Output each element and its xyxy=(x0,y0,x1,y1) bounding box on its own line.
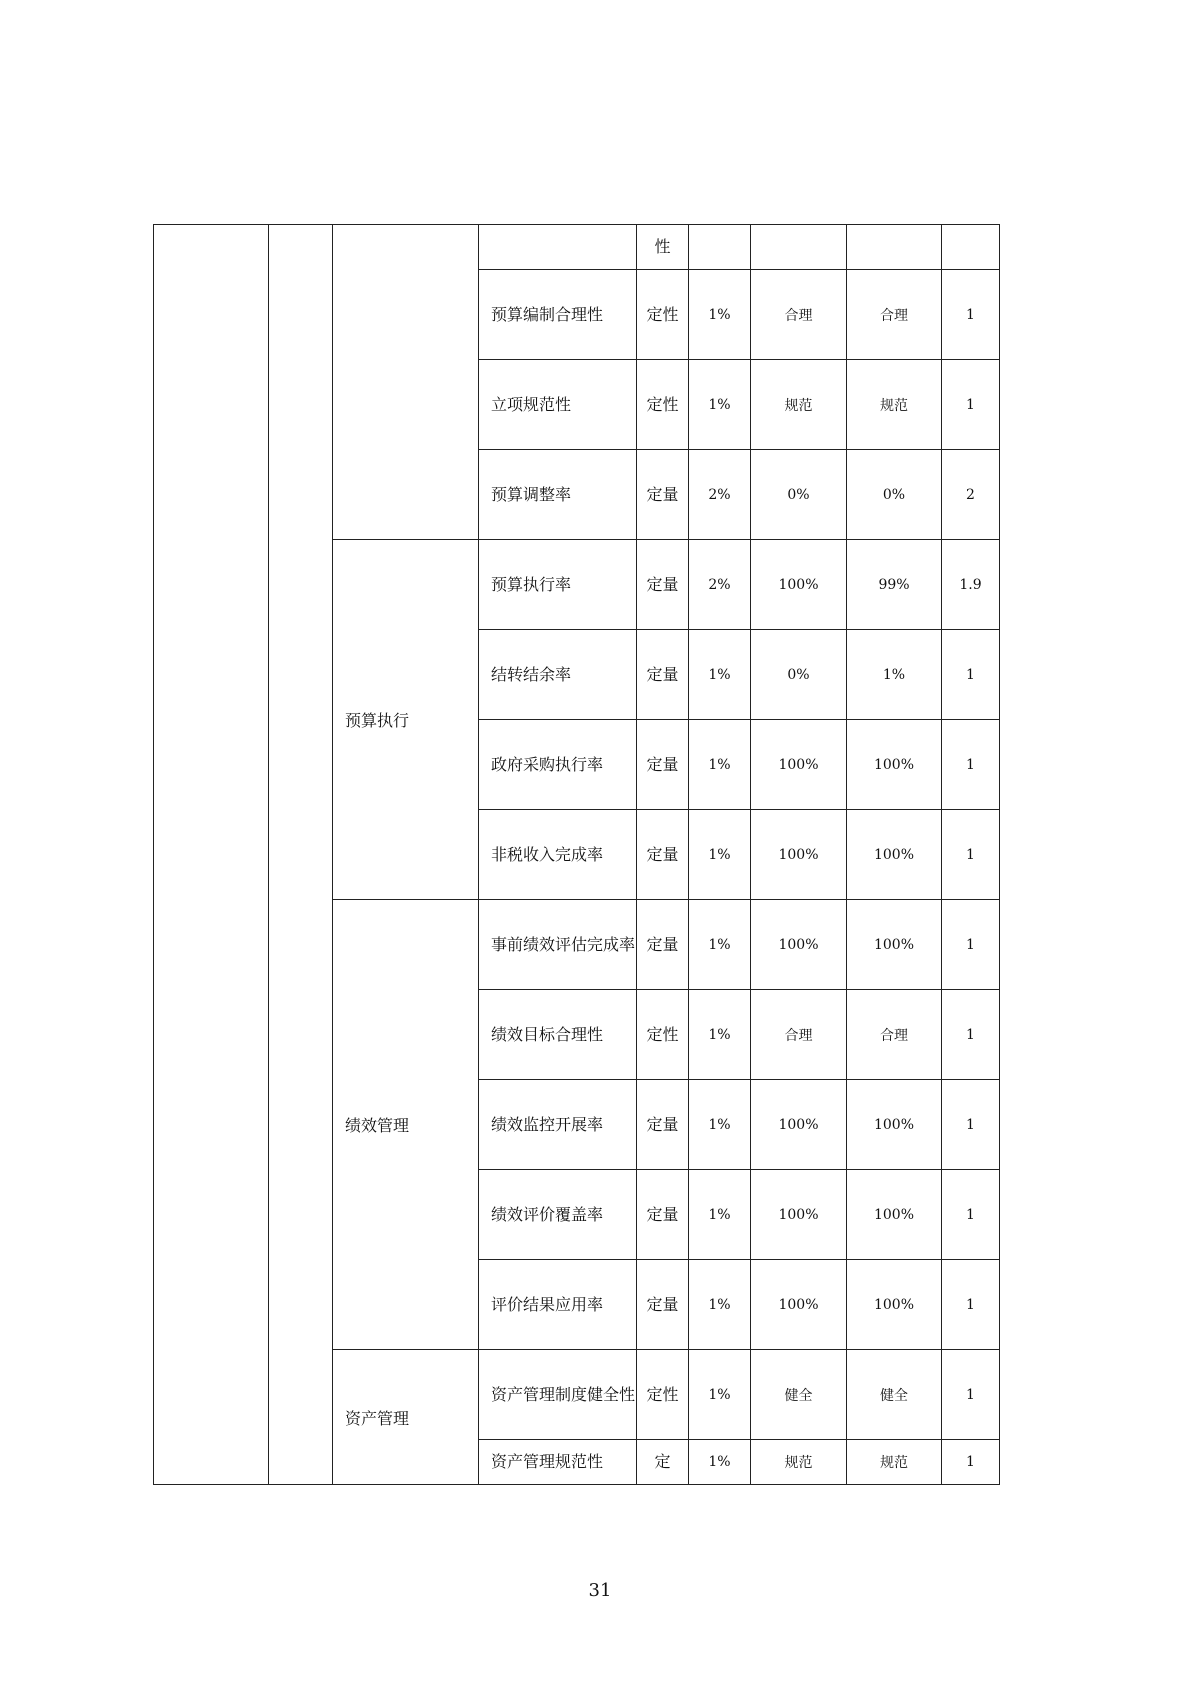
indicator-type: 定量 xyxy=(637,630,689,720)
level1-cell xyxy=(154,225,269,1485)
indicator-name: 非税收入完成率 xyxy=(479,810,637,900)
indicator-actual: 99% xyxy=(847,540,942,630)
indicator-score: 1 xyxy=(942,1440,1000,1485)
indicator-target: 规范 xyxy=(751,1440,847,1485)
indicator-target: 100% xyxy=(751,1260,847,1350)
indicator-name: 绩效监控开展率 xyxy=(479,1080,637,1170)
indicator-actual: 合理 xyxy=(847,990,942,1080)
indicator-actual: 100% xyxy=(847,720,942,810)
indicator-weight: 1% xyxy=(689,1080,751,1170)
indicator-score: 1 xyxy=(942,1260,1000,1350)
indicator-score: 1 xyxy=(942,900,1000,990)
indicator-type: 定性 xyxy=(637,270,689,360)
indicator-name: 预算编制合理性 xyxy=(479,270,637,360)
indicator-weight: 1% xyxy=(689,1440,751,1485)
indicator-actual: 规范 xyxy=(847,360,942,450)
indicator-name: 绩效评价覆盖率 xyxy=(479,1170,637,1260)
indicator-score: 1 xyxy=(942,270,1000,360)
indicator-score: 1 xyxy=(942,990,1000,1080)
indicator-name: 结转结余率 xyxy=(479,630,637,720)
indicator-score: 2 xyxy=(942,450,1000,540)
indicator-target: 合理 xyxy=(751,990,847,1080)
indicator-target: 0% xyxy=(751,450,847,540)
indicator-score: 1.9 xyxy=(942,540,1000,630)
indicator-weight: 1% xyxy=(689,1350,751,1440)
indicator-name: 绩效目标合理性 xyxy=(479,990,637,1080)
indicator-score: 1 xyxy=(942,720,1000,810)
indicator-actual: 合理 xyxy=(847,270,942,360)
indicator-type: 定性 xyxy=(637,1350,689,1440)
table-row xyxy=(154,225,1000,270)
indicator-weight: 1% xyxy=(689,270,751,360)
indicator-name: 立项规范性 xyxy=(479,360,637,450)
indicator-type: 定量 xyxy=(637,1260,689,1350)
page-number: 31 xyxy=(588,1580,612,1601)
indicator-type: 定量 xyxy=(637,450,689,540)
indicator-type: 定性 xyxy=(637,360,689,450)
indicator-actual: 规范 xyxy=(847,1440,942,1485)
indicator-name: 预算调整率 xyxy=(479,450,637,540)
indicator-type: 定 xyxy=(637,1440,689,1485)
indicator-score: 1 xyxy=(942,810,1000,900)
indicator-weight: 1% xyxy=(689,810,751,900)
indicator-weight: 2% xyxy=(689,540,751,630)
indicator-weight: 2% xyxy=(689,450,751,540)
indicator-target: 规范 xyxy=(751,360,847,450)
indicator-weight: 1% xyxy=(689,990,751,1080)
indicator-name: 资产管理规范性 xyxy=(479,1440,637,1485)
level2-cell xyxy=(269,225,333,1485)
indicator-actual: 健全 xyxy=(847,1350,942,1440)
indicator-weight: 1% xyxy=(689,720,751,810)
indicator-target: 健全 xyxy=(751,1350,847,1440)
indicator-actual: 100% xyxy=(847,810,942,900)
indicator-type: 定量 xyxy=(637,900,689,990)
indicator-score: 1 xyxy=(942,1170,1000,1260)
indicator-type: 定量 xyxy=(637,1170,689,1260)
indicator-target: 0% xyxy=(751,630,847,720)
category-budget-execution: 预算执行 xyxy=(333,540,479,900)
indicator-score xyxy=(942,225,1000,270)
indicator-type: 定性 xyxy=(637,990,689,1080)
indicator-name: 资产管理制度健全性 xyxy=(479,1350,637,1440)
indicator-weight xyxy=(689,225,751,270)
indicator-name: 预算执行率 xyxy=(479,540,637,630)
indicator-target: 100% xyxy=(751,1170,847,1260)
indicator-weight: 1% xyxy=(689,900,751,990)
indicator-name: 事前绩效评估完成率 xyxy=(479,900,637,990)
indicator-type: 定量 xyxy=(637,720,689,810)
indicator-type: 性 xyxy=(637,225,689,270)
indicator-actual: 0% xyxy=(847,450,942,540)
indicator-target: 合理 xyxy=(751,270,847,360)
indicator-actual: 100% xyxy=(847,1170,942,1260)
indicator-name: 评价结果应用率 xyxy=(479,1260,637,1350)
indicator-weight: 1% xyxy=(689,630,751,720)
indicator-target xyxy=(751,225,847,270)
indicator-target: 100% xyxy=(751,900,847,990)
indicator-target: 100% xyxy=(751,810,847,900)
category-asset-management: 资产管理 xyxy=(333,1350,479,1485)
indicator-type: 定量 xyxy=(637,810,689,900)
indicator-actual: 100% xyxy=(847,1260,942,1350)
indicator-actual: 1% xyxy=(847,630,942,720)
category-cell xyxy=(333,225,479,540)
indicator-target: 100% xyxy=(751,540,847,630)
indicator-actual: 100% xyxy=(847,900,942,990)
indicator-table xyxy=(153,224,1000,1485)
indicator-score: 1 xyxy=(942,630,1000,720)
indicator-type: 定量 xyxy=(637,1080,689,1170)
indicator-actual: 100% xyxy=(847,1080,942,1170)
indicator-target: 100% xyxy=(751,1080,847,1170)
category-performance-management: 绩效管理 xyxy=(333,900,479,1350)
indicator-target: 100% xyxy=(751,720,847,810)
indicator-weight: 1% xyxy=(689,1170,751,1260)
indicator-weight: 1% xyxy=(689,360,751,450)
indicator-score: 1 xyxy=(942,360,1000,450)
indicator-name xyxy=(479,225,637,270)
indicator-weight: 1% xyxy=(689,1260,751,1350)
indicator-score: 1 xyxy=(942,1350,1000,1440)
indicator-actual xyxy=(847,225,942,270)
indicator-score: 1 xyxy=(942,1080,1000,1170)
indicator-name: 政府采购执行率 xyxy=(479,720,637,810)
indicator-type: 定量 xyxy=(637,540,689,630)
